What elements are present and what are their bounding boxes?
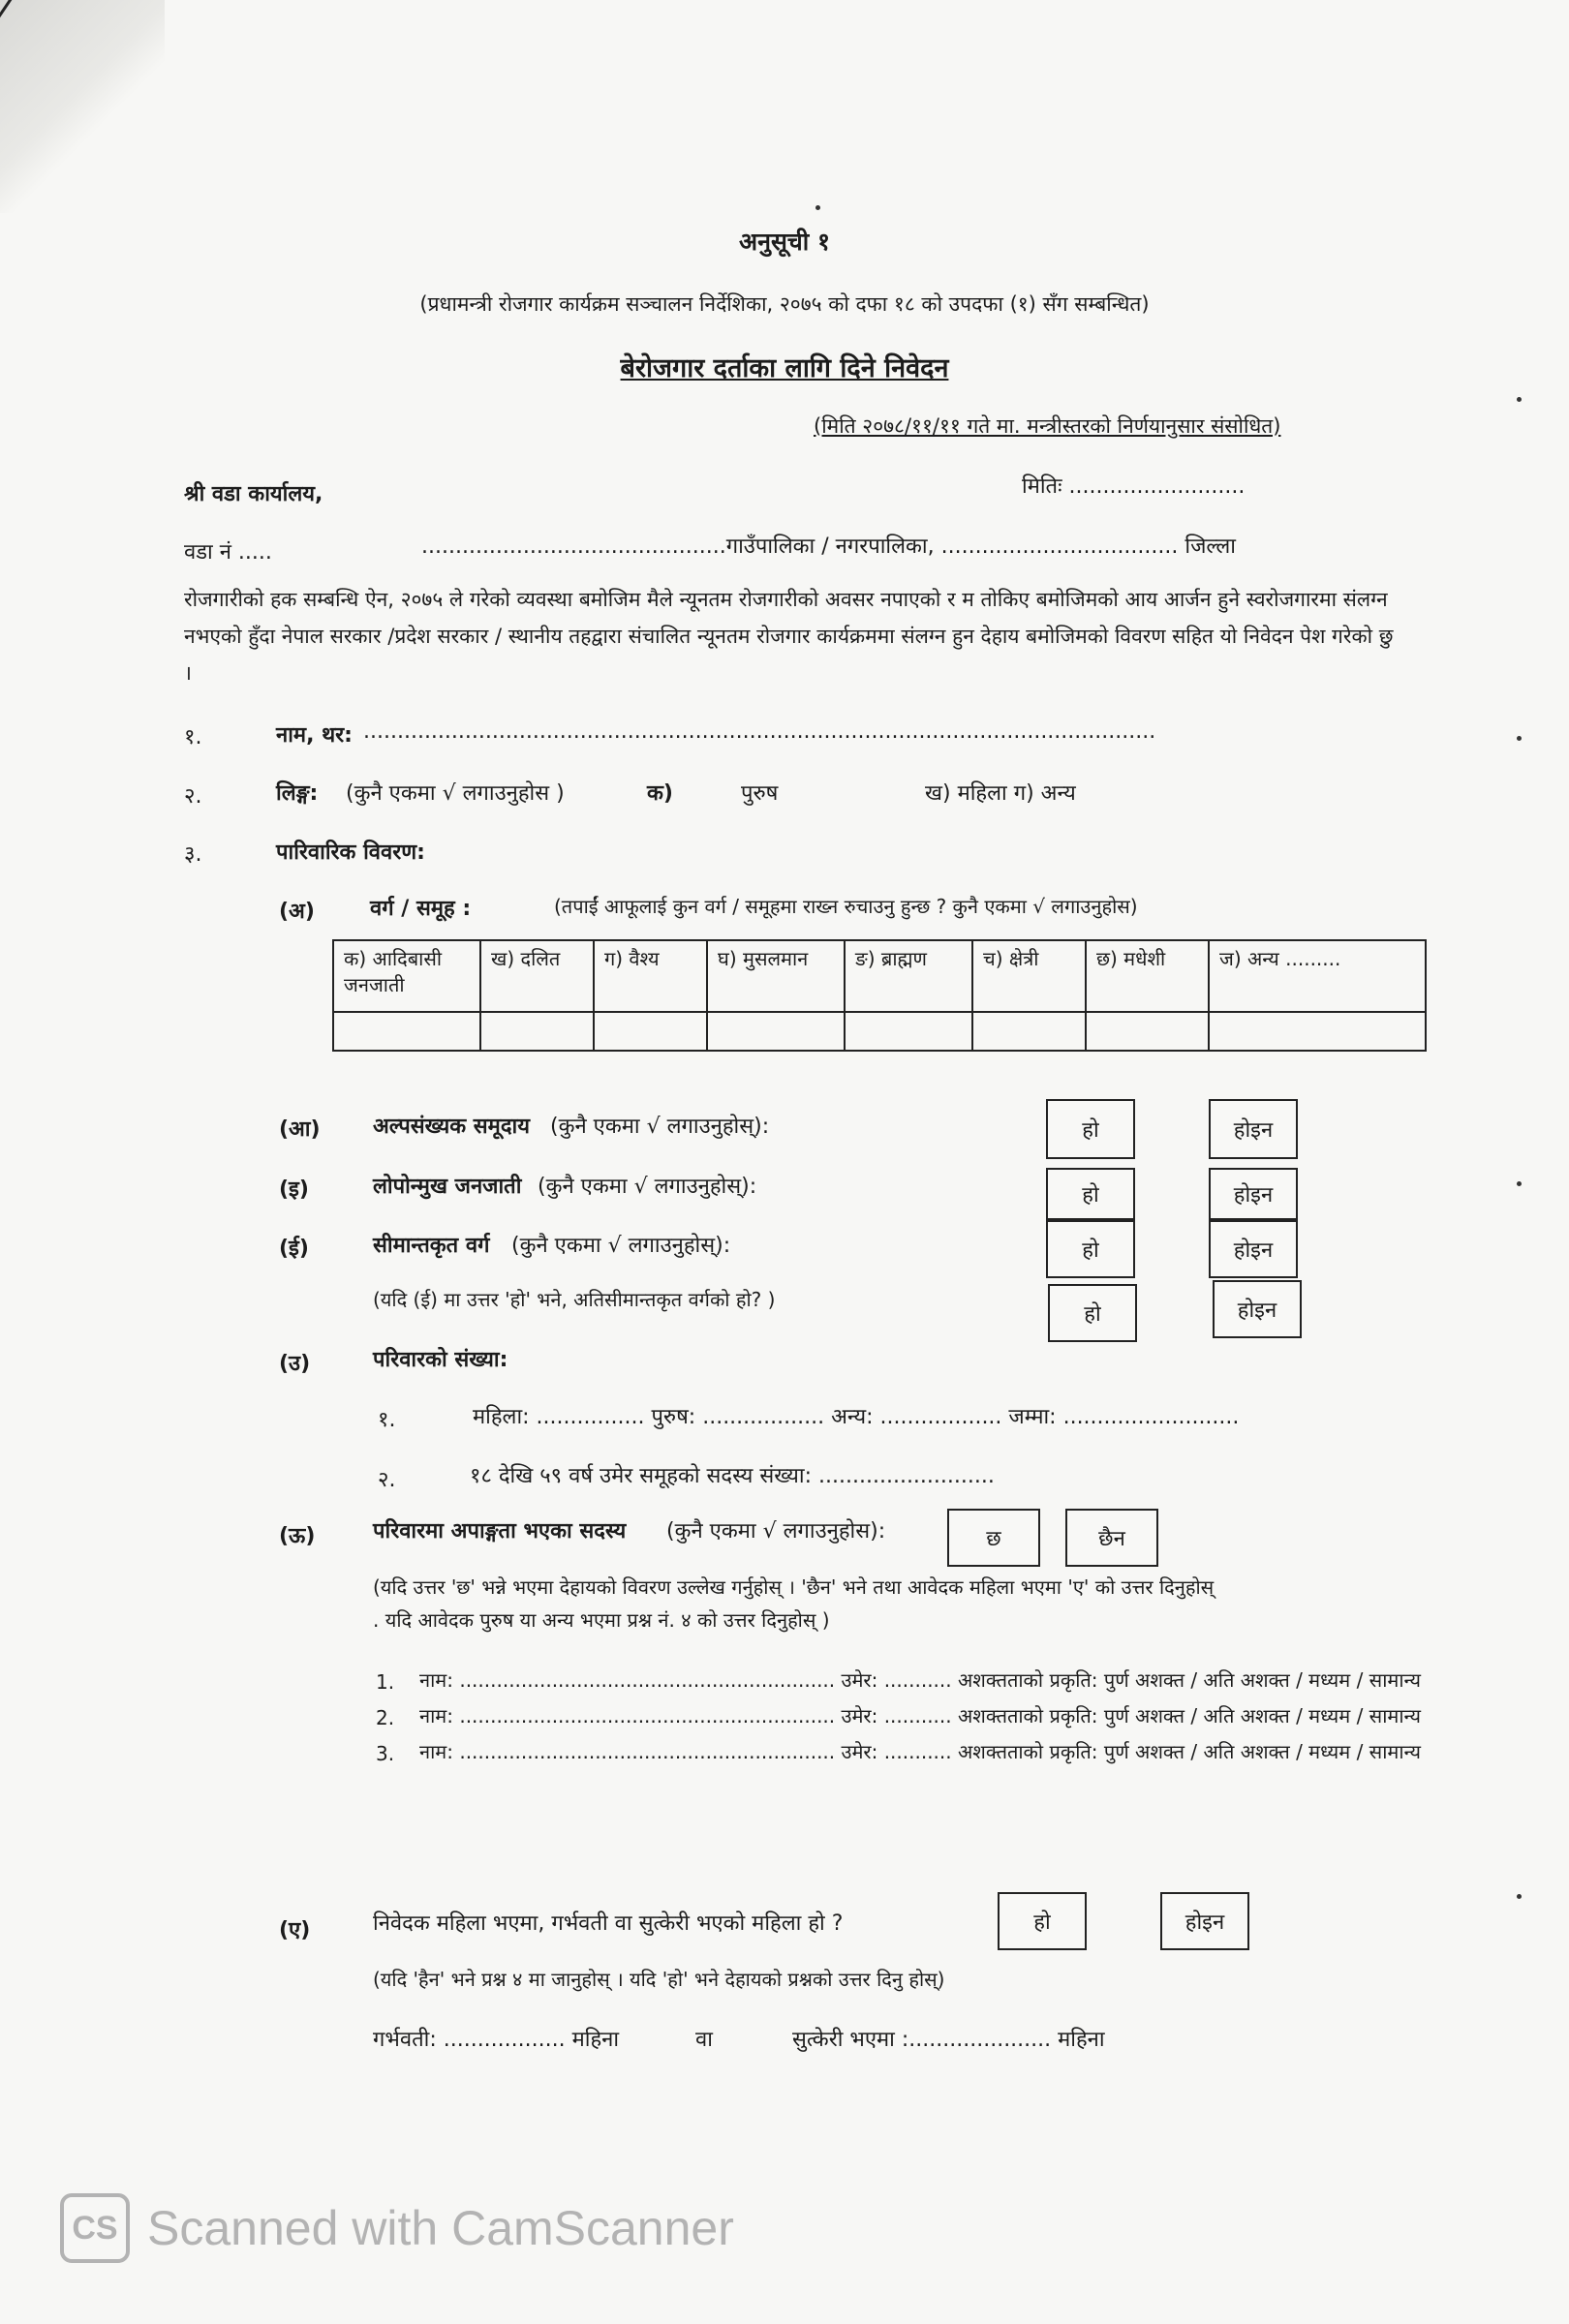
ii-hint: (कुनै एकमा √ लगाउनुहोस्): bbox=[511, 1234, 731, 1258]
schedule-heading: अनुसूची १ bbox=[739, 228, 830, 256]
e-label: निवेदक महिला भएमा, गर्भवती वा सुत्केरी भएको महिला हो ? bbox=[373, 1911, 844, 1936]
disabled-row-fields[interactable]: नाम: ............................................................. उमेर: ........... अशक्तताको प्रकृति: पुर्ण अशक्त / अति अशक्त / मध्यम / सामान्य bbox=[419, 1668, 1422, 1692]
u-row1-number: १. bbox=[378, 1408, 396, 1432]
disabled-row-number: 3. bbox=[376, 1742, 395, 1765]
disabled-row-number: 2. bbox=[376, 1706, 395, 1729]
pregnant-months-field[interactable]: गर्भवती: .................. महिना bbox=[373, 2028, 620, 2052]
reference-line: (प्रधामन्त्री रोजगार कार्यक्रम सञ्चालन निर्देशिका, २०७५ को दफा १८ को उपदफा (१) सँग सम्बन्धित) bbox=[419, 292, 1150, 316]
caste-col-vaishya: ग) वैश्य bbox=[594, 940, 707, 1012]
gender-option-b[interactable]: ख) महिला ग) अन्य bbox=[925, 781, 1076, 806]
e-note: (यदि 'हैन' भने प्रश्न ४ मा जानुहोस् । यदि 'हो' भने देहायको प्रश्नको उत्तर दिनु होस्) bbox=[373, 1968, 945, 1991]
uu-label: परिवारमा अपाङ्गता भएका सदस्य bbox=[373, 1519, 627, 1544]
working-age-field[interactable]: १८ देखि ५९ वर्ष उमेर समूहको सदस्य संख्या: .......................... bbox=[470, 1464, 995, 1488]
ii-no-box[interactable]: होइन bbox=[1209, 1220, 1298, 1278]
caste-label: वर्ग / समूह : bbox=[370, 897, 472, 921]
camscanner-watermark bbox=[60, 2193, 734, 2263]
caste-col-brahmin: ङ) ब्राह्मण bbox=[845, 940, 972, 1012]
municipality-field[interactable]: .............................................गाउँपालिका / नगरपालिका, ................................... जिल्ला bbox=[421, 535, 1236, 559]
intro-paragraph: रोजगारीको हक सम्बन्धि ऐन, २०७५ ले गरेको व्यवस्था बमोजिम मैले न्यूनतम रोजगारीको अवसर नपाएको र म तोकिए बमोजिमको आय आर्जन हुने स्वरोजगारमा संलग्न नभएको हुँदा नेपाल सरकार /प्रदेश सरकार / स्थानीय तहद्वारा संचालित न्यूनतम रोजगार कार्यक्रममा संलग्न हुन देहाय बमोजिमको विवरण सहित यो निवेदन पेश गरेको छु । bbox=[184, 588, 1394, 685]
caste-check-cell[interactable] bbox=[845, 1012, 972, 1051]
caste-col-dalit: ख) दलित bbox=[480, 940, 594, 1012]
i-label: लोपोन्मुख जनजाती bbox=[373, 1175, 522, 1199]
e-no-box[interactable]: होइन bbox=[1160, 1892, 1249, 1950]
u-marker: (उ) bbox=[279, 1352, 311, 1376]
i-yes-box[interactable]: हो bbox=[1046, 1168, 1135, 1220]
scan-speck bbox=[1517, 736, 1522, 741]
uu-hint: (कुनै एकमा √ लगाउनुहोस): bbox=[666, 1519, 886, 1544]
disabled-row-fields[interactable]: नाम: ............................................................. उमेर: ........... अशक्तताको प्रकृति: पुर्ण अशक्त / अति अशक्त / मध्यम / सामान्य bbox=[419, 1740, 1422, 1763]
caste-header-row bbox=[333, 940, 1426, 1012]
scan-speck bbox=[1517, 1181, 1522, 1186]
uu-yes-box[interactable]: छ bbox=[947, 1509, 1040, 1567]
folded-corner bbox=[0, 0, 165, 213]
caste-col-chhetri: च) क्षेत्री bbox=[972, 940, 1086, 1012]
gender-option-a[interactable]: क) bbox=[647, 781, 673, 806]
uu-note-line1: (यदि उत्तर 'छ' भन्ने भएमा देहायको विवरण उल्लेख गर्नुहोस् । 'छैन' भने तथा आवेदक महिला भएमा 'ए' को उत्तर दिनुहोस् bbox=[373, 1575, 1215, 1599]
q2-number: २. bbox=[184, 784, 202, 809]
scan-speck bbox=[815, 205, 820, 210]
ii-marker: (ई) bbox=[279, 1237, 309, 1261]
e-marker: (ए) bbox=[279, 1918, 311, 1942]
family-count-fields[interactable]: महिला: ................ पुरुष: .................. अन्य: .................. जम्मा: .......................... bbox=[473, 1405, 1240, 1429]
q1-label: नाम, थर: bbox=[276, 723, 353, 748]
scan-speck bbox=[1517, 397, 1522, 402]
u-row2-number: २. bbox=[378, 1468, 396, 1492]
aa-label: अल्पसंख्यक समूदाय bbox=[373, 1115, 530, 1139]
addressee: श्री वडा कार्यालय, bbox=[184, 482, 323, 506]
q3-label: पारिवारिक विवरण: bbox=[276, 841, 425, 865]
gender-male-label: पुरुष bbox=[741, 781, 779, 806]
uu-no-box[interactable]: छैन bbox=[1065, 1509, 1158, 1567]
e-yes-box[interactable]: हो bbox=[998, 1892, 1087, 1950]
camscanner-logo-icon: CS bbox=[60, 2193, 130, 2263]
caste-marker: (अ) bbox=[279, 900, 315, 924]
scan-speck bbox=[1517, 1894, 1522, 1899]
q2-hint: (कुनै एकमा √ लगाउनुहोस ) bbox=[346, 781, 565, 806]
amendment-note: (मिति २०७८/११/११ गते मा. मन्त्रीस्तरको निर्णयानुसार संसोधित) bbox=[814, 414, 1281, 438]
q1-number: १. bbox=[184, 725, 202, 749]
aa-hint: (कुनै एकमा √ लगाउनुहोस्): bbox=[550, 1115, 770, 1139]
caste-check-cell[interactable] bbox=[480, 1012, 594, 1051]
i-hint: (कुनै एकमा √ लगाउनुहोस्): bbox=[538, 1175, 757, 1199]
i-no-box[interactable]: होइन bbox=[1209, 1168, 1298, 1220]
caste-check-cell[interactable] bbox=[594, 1012, 707, 1051]
caste-check-cell[interactable] bbox=[333, 1012, 480, 1051]
ii-yes-box[interactable]: हो bbox=[1046, 1220, 1135, 1278]
caste-check-cell[interactable] bbox=[707, 1012, 845, 1051]
u-label: परिवारको संख्या: bbox=[373, 1348, 508, 1372]
caste-col-madhesi: छ) मधेशी bbox=[1086, 940, 1209, 1012]
aa-no-box[interactable]: होइन bbox=[1209, 1099, 1298, 1159]
q2-label: लिङ्ग: bbox=[276, 781, 319, 806]
date-field[interactable]: मितिः .......................... bbox=[1022, 474, 1246, 499]
name-field[interactable]: ..................................................................................................................... bbox=[363, 719, 1156, 744]
postpartum-months-field[interactable]: सुत्केरी भएमा :..................... महिना bbox=[792, 2028, 1105, 2052]
q3-number: ३. bbox=[184, 842, 202, 867]
uu-note-line2: . यदि आवेदक पुरुष या अन्य भएमा प्रश्न नं. ४ को उत्तर दिनुहोस् ) bbox=[373, 1608, 830, 1632]
ii-followup: (यदि (ई) मा उत्तर 'हो' भने, अतिसीमान्तकृत वर्गको हो? ) bbox=[373, 1288, 776, 1311]
ii-follow-no-box[interactable]: होइन bbox=[1213, 1280, 1302, 1338]
ward-field[interactable]: वडा नं ..... bbox=[184, 540, 272, 565]
or-label: वा bbox=[695, 2028, 713, 2052]
uu-marker: (ऊ) bbox=[279, 1524, 316, 1548]
caste-col-other: ज) अन्य ......... bbox=[1209, 940, 1426, 1012]
i-marker: (इ) bbox=[279, 1177, 309, 1202]
form-title: बेरोजगार दर्ताका लागि दिने निवेदन bbox=[620, 353, 949, 383]
caste-table bbox=[332, 939, 1427, 1052]
caste-col-adibasi: क) आदिबासी जनजाती bbox=[333, 940, 480, 1012]
aa-yes-box[interactable]: हो bbox=[1046, 1099, 1135, 1159]
ii-follow-yes-box[interactable]: हो bbox=[1048, 1284, 1137, 1342]
ii-label: सीमान्तकृत वर्ग bbox=[373, 1234, 490, 1258]
caste-check-cell[interactable] bbox=[972, 1012, 1086, 1051]
aa-marker: (आ) bbox=[279, 1117, 321, 1142]
caste-hint: (तपाईं आफूलाई कुन वर्ग / समूहमा राख्न रुचाउनु हुन्छ ? कुनै एकमा √ लगाउनुहोस) bbox=[554, 895, 1138, 918]
disabled-row-fields[interactable]: नाम: ............................................................. उमेर: ........... अशक्तताको प्रकृति: पुर्ण अशक्त / अति अशक्त / मध्यम / सामान्य bbox=[419, 1704, 1422, 1728]
camscanner-text: Scanned with CamScanner bbox=[147, 2201, 734, 2255]
caste-check-cell[interactable] bbox=[1086, 1012, 1209, 1051]
caste-check-row bbox=[333, 1012, 1426, 1051]
caste-col-muslim: घ) मुसलमान bbox=[707, 940, 845, 1012]
disabled-row-number: 1. bbox=[376, 1670, 395, 1694]
caste-check-cell[interactable] bbox=[1209, 1012, 1426, 1051]
